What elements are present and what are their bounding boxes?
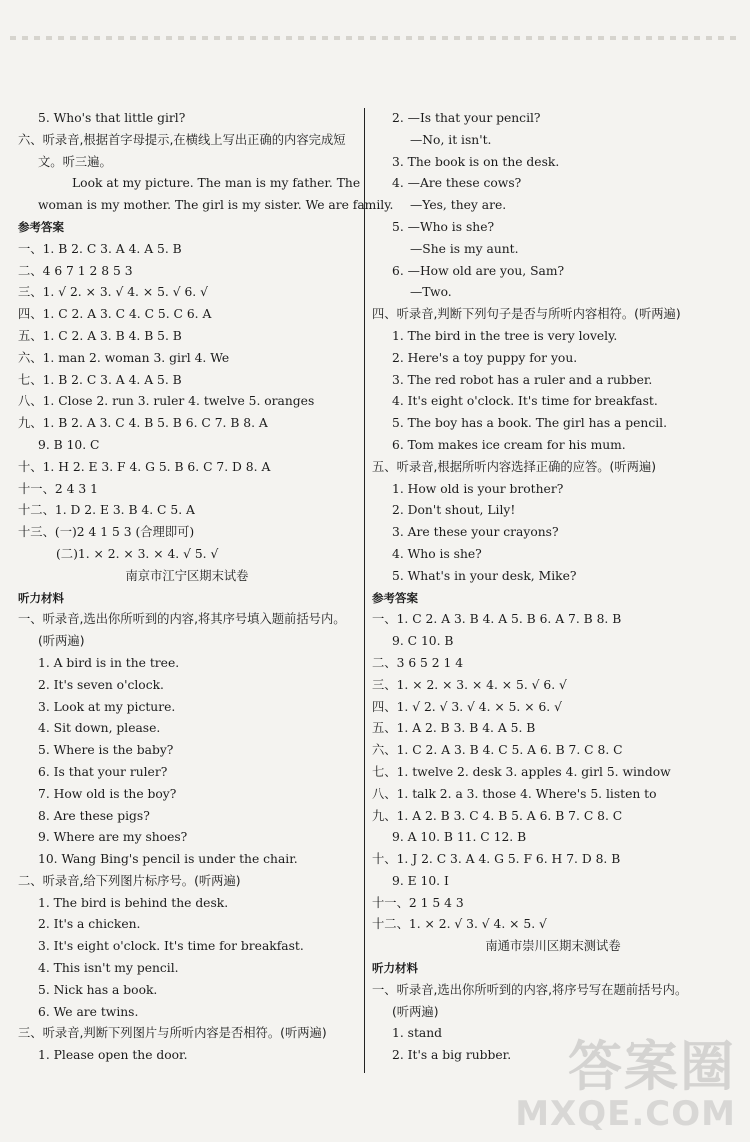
script-line: 3. Look at my picture. (38, 699, 176, 714)
answer-line: 八、1. Close 2. run 3. ruler 4. twelve 5. oranges (18, 394, 315, 409)
script-line: 1. A bird is in the tree. (38, 655, 180, 670)
listening-material-heading: 听力材料 (18, 590, 64, 605)
answer-line: 一、1. C 2. A 3. B 4. A 5. B 6. A 7. B 8. B (372, 612, 622, 627)
script-line: 6. —How old are you, Sam? (392, 263, 565, 278)
answer-key-heading: 参考答案 (18, 219, 64, 234)
script-line: 1. The bird in the tree is very lovely. (392, 328, 618, 343)
text-line: 5. Who's that little girl? (38, 111, 186, 125)
answer-line: 二、4 6 7 1 2 8 5 3 (18, 263, 133, 278)
answer-line: 9. B 10. C (38, 437, 100, 452)
watermark-logo-text: 答案圈 (568, 1035, 736, 1098)
answer-line: 九、1. B 2. A 3. C 4. B 5. B 6. C 7. B 8. A (18, 416, 268, 431)
script-line: 2. It's seven o'clock. (38, 677, 164, 692)
script-line: 3. It's eight o'clock. It's time for breakfast. (38, 939, 304, 954)
answer-line: 十、1. J 2. C 3. A 4. G 5. F 6. H 7. D 8. B (372, 852, 621, 867)
script-line: 2. It's a chicken. (38, 917, 141, 932)
script-line: 10. Wang Bing's pencil is under the chair. (38, 852, 298, 867)
script-line: 1. Please open the door. (38, 1048, 188, 1063)
top-scan-border (10, 36, 740, 40)
script-line: 1. How old is your brother? (392, 481, 564, 496)
section-heading: 二、听录音,给下列图片标序号。(听两遍) (18, 873, 241, 888)
script-line: 4. This isn't my pencil. (38, 961, 179, 976)
text-line: (听两遍) (392, 1004, 439, 1019)
script-line: 3. The red robot has a ruler and a rubber. (392, 372, 653, 387)
watermark-url: MXQE.COM (515, 1094, 736, 1134)
script-line: 2. It's a big rubber. (392, 1048, 512, 1063)
script-line: —She is my aunt. (410, 241, 519, 256)
exam-title: 南通市崇川区期末测试卷 (485, 939, 621, 954)
answer-line: 十三、(一)2 4 1 5 3 (合理即可) (18, 525, 195, 540)
answer-line: 四、1. C 2. A 3. C 4. C 5. C 6. A (18, 307, 212, 322)
script-line: 2. Don't shout, Lily! (392, 503, 516, 518)
answer-line: 9. E 10. I (392, 873, 449, 888)
script-line: —Yes, they are. (410, 198, 507, 213)
answer-line: 三、1. × 2. × 3. × 4. × 5. √ 6. √ (372, 677, 567, 692)
answer-key-heading: 参考答案 (372, 590, 418, 605)
script-line: 2. Here's a toy puppy for you. (392, 350, 578, 365)
script-line: 7. How old is the boy? (38, 786, 177, 801)
answer-line: 九、1. A 2. B 3. C 4. B 5. A 6. B 7. C 8. C (372, 808, 623, 823)
answer-line: 9. C 10. B (392, 634, 454, 649)
script-line: 5. What's in your desk, Mike? (392, 568, 577, 583)
script-line: 1. stand (392, 1026, 443, 1041)
section-heading: 一、听录音,选出你所听到的内容,将序号写在题前括号内。 (372, 982, 688, 997)
right-column (372, 108, 734, 1067)
script-line: 5. Where is the baby? (38, 743, 174, 758)
script-line: 9. Where are my shoes? (38, 830, 188, 845)
script-line: —Two. (410, 285, 452, 300)
answer-line: 十一、2 4 3 1 (18, 481, 98, 496)
section-heading: 一、听录音,选出你所听到的内容,将其序号填入题前括号内。 (18, 612, 346, 627)
script-line: 4. It's eight o'clock. It's time for breakfast. (392, 394, 658, 409)
passage-line: woman is my mother. The girl is my sister. We are family. (38, 198, 394, 213)
answer-line: 十二、1. D 2. E 3. B 4. C 5. A (18, 503, 195, 518)
text-line: 文。听三遍。 (38, 154, 112, 169)
section-heading: 三、听录音,判断下列图片与所听内容是否相符。(听两遍) (18, 1026, 327, 1041)
script-line: 4. Who is she? (392, 546, 482, 561)
answer-line: 五、1. A 2. B 3. B 4. A 5. B (372, 721, 536, 736)
answer-line: 五、1. C 2. A 3. B 4. B 5. B (18, 328, 182, 343)
exam-title: 南京市江宁区期末试卷 (125, 568, 249, 583)
script-line: 5. —Who is she? (392, 219, 495, 234)
script-line: —No, it isn't. (410, 132, 492, 147)
column-divider (364, 108, 365, 1073)
script-line: 3. The book is on the desk. (392, 154, 560, 169)
answer-line: 七、1. B 2. C 3. A 4. A 5. B (18, 372, 182, 387)
script-line: 5. Nick has a book. (38, 982, 158, 997)
answer-line: 七、1. twelve 2. desk 3. apples 4. girl 5. window (372, 764, 671, 779)
answer-line: 三、1. √ 2. × 3. √ 4. × 5. √ 6. √ (18, 285, 208, 300)
left-column (18, 108, 394, 1067)
answer-line: 六、1. man 2. woman 3. girl 4. We (18, 350, 230, 365)
listening-material-heading: 听力材料 (372, 961, 418, 976)
section-heading: 六、听录音,根据首字母提示,在横线上写出正确的内容完成短 (18, 132, 346, 147)
script-line: 2. —Is that your pencil? (392, 111, 541, 125)
script-line: 6. Is that your ruler? (38, 764, 168, 779)
answer-line: 十、1. H 2. E 3. F 4. G 5. B 6. C 7. D 8. A (18, 459, 271, 474)
script-line: 6. Tom makes ice cream for his mum. (392, 437, 626, 452)
answer-line: 一、1. B 2. C 3. A 4. A 5. B (18, 241, 182, 256)
answer-line: 9. A 10. B 11. C 12. B (392, 830, 527, 845)
script-line: 3. Are these your crayons? (392, 525, 559, 540)
script-line: 4. Sit down, please. (38, 721, 161, 736)
answer-line: 四、1. √ 2. √ 3. √ 4. × 5. × 6. √ (372, 699, 562, 714)
answer-line: 十一、2 1 5 4 3 (372, 895, 464, 910)
answer-line: 二、3 6 5 2 1 4 (372, 655, 464, 670)
answer-line: 六、1. C 2. A 3. B 4. C 5. A 6. B 7. C 8. C (372, 743, 623, 758)
script-line: 8. Are these pigs? (38, 808, 150, 823)
answer-line: 八、1. talk 2. a 3. those 4. Where's 5. listen to (372, 786, 657, 801)
passage-line: Look at my picture. The man is my father. The (72, 176, 361, 191)
script-line: 4. —Are these cows? (392, 176, 522, 191)
site-watermark (515, 1024, 736, 1134)
script-line: 1. The bird is behind the desk. (38, 895, 229, 910)
script-line: 6. We are twins. (38, 1004, 139, 1019)
script-line: 5. The boy has a book. The girl has a pencil. (392, 416, 668, 431)
section-heading: 五、听录音,根据所听内容选择正确的应答。(听两遍) (372, 459, 657, 474)
answer-line: (二)1. × 2. × 3. × 4. √ 5. √ (56, 546, 219, 561)
text-line: (听两遍) (38, 634, 85, 649)
section-heading: 四、听录音,判断下列句子是否与所听内容相符。(听两遍) (372, 307, 681, 322)
answer-line: 十二、1. × 2. √ 3. √ 4. × 5. √ (372, 917, 547, 932)
